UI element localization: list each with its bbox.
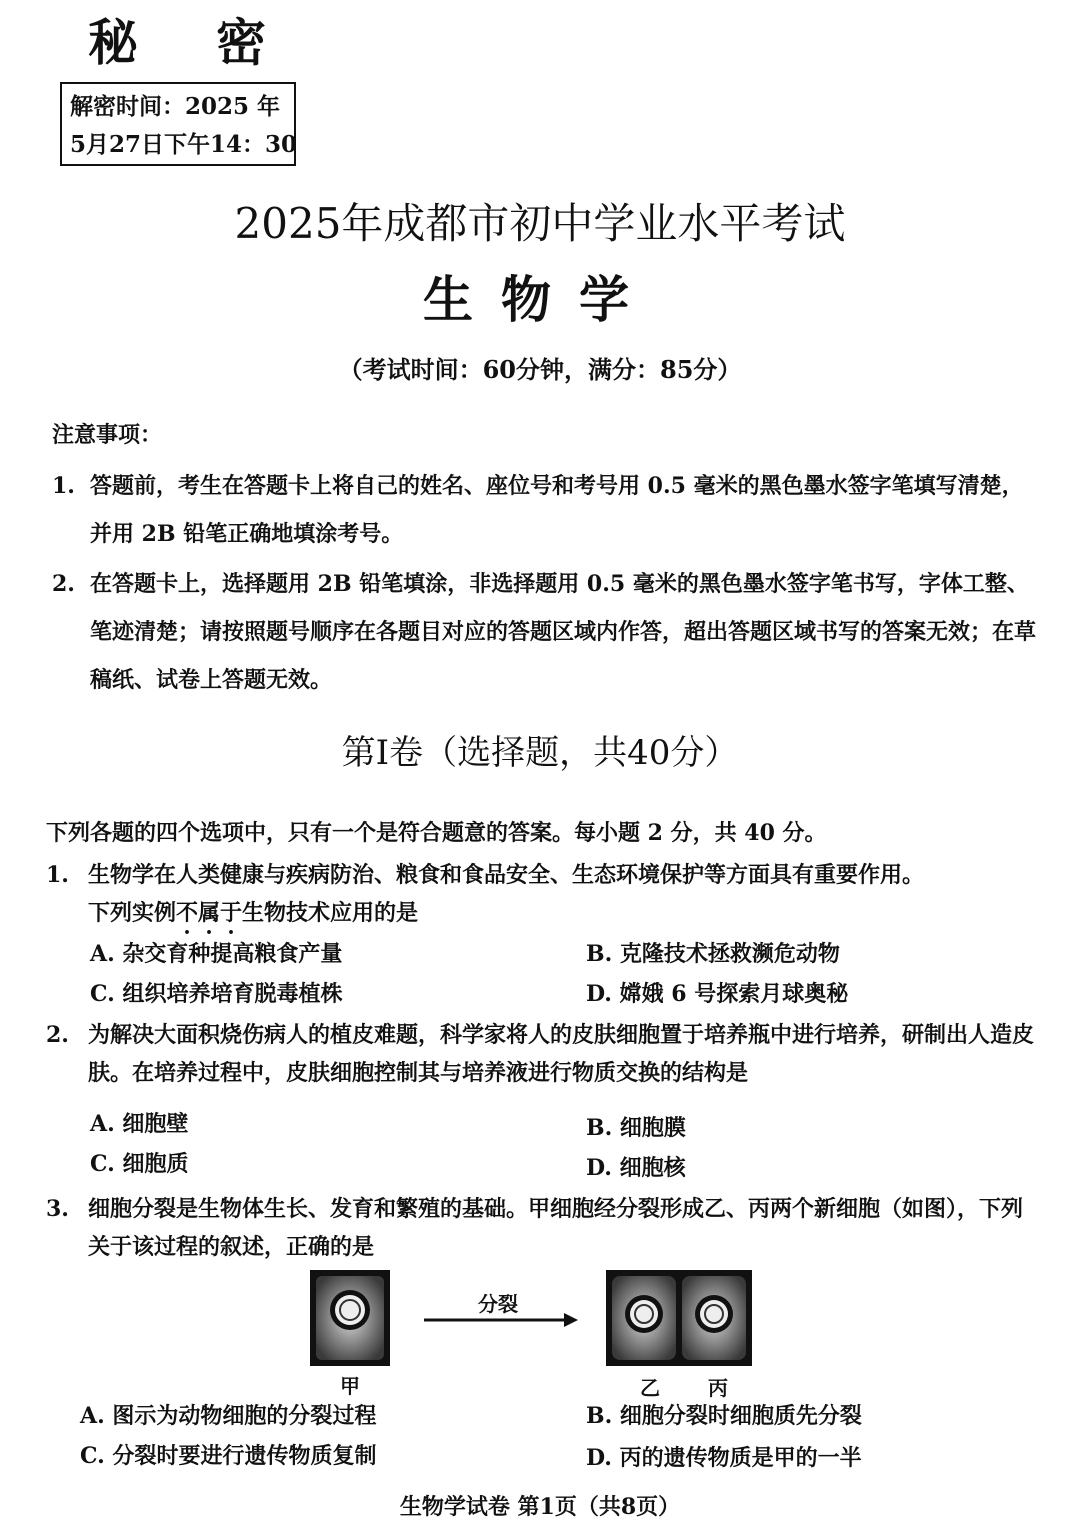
question-text-part: 下列实例 — [88, 900, 177, 926]
cells-yi-bing — [606, 1270, 752, 1366]
question-2 — [46, 1016, 1036, 1092]
q2-option-d: D. 细胞核 — [586, 1155, 686, 1181]
question-text-part: 生物技术应用的是 — [242, 900, 419, 926]
question-number: 2. — [46, 1022, 69, 1048]
declass-line-2: 5月27日下午14：30 — [70, 131, 298, 158]
notice-item-2 — [52, 560, 1042, 704]
question-3 — [46, 1190, 1036, 1266]
label-bing: 丙 — [708, 1376, 728, 1400]
page-footer: 生物学试卷 第1页（共8页） — [399, 1494, 681, 1520]
declass-line-1: 解密时间：2025 年 — [70, 93, 281, 120]
question-text: 细胞分裂是生物体生长、发育和繁殖的基础。甲细胞经分裂形成乙、丙两个新细胞（如图），下列关于该过程的叙述，正确的是 — [88, 1196, 1024, 1260]
notice-item-text: 在答题卡上，选择题用 2B 铅笔填涂，非选择题用 0.5 毫米的黑色墨水签字笔书写，字体工整、笔迹清楚；请按照题号顺序在各题目对应的答题区域内作答，超出答题区域书写的答案无效；在草稿纸、试卷上答题无效。 — [90, 571, 1037, 693]
q3-option-a: A. 图示为动物细胞的分裂过程 — [80, 1403, 377, 1429]
q2-option-c: C. 细胞质 — [90, 1151, 189, 1177]
question-number: 3. — [46, 1196, 69, 1222]
q2-option-a: A. 细胞壁 — [90, 1111, 189, 1137]
notice-item-1 — [52, 462, 1042, 558]
part1-instruction: 下列各题的四个选项中，只有一个是符合题意的答案。每小题 2 分，共 40 分。 — [46, 820, 827, 846]
q3-option-d: D. 丙的遗传物质是甲的一半 — [586, 1445, 862, 1471]
q1-option-c: C. 组织培养培育脱毒植株 — [90, 981, 343, 1007]
notice-item-number: 2. — [52, 571, 75, 597]
cell-division-figure — [300, 1264, 770, 1400]
q3-option-b: B. 细胞分裂时细胞质先分裂 — [586, 1403, 862, 1429]
label-jia: 甲 — [340, 1374, 360, 1398]
exam-title: 2025年成都市初中学业水平考试 — [234, 199, 846, 248]
q3-option-c: C. 分裂时要进行遗传物质复制 — [80, 1443, 377, 1469]
question-number: 1. — [46, 862, 69, 888]
label-yi: 乙 — [640, 1376, 660, 1400]
question-text: 为解决大面积烧伤病人的植皮难题，科学家将人的皮肤细胞置于培养瓶中进行培养，研制出人造皮肤。在培养过程中，皮肤细胞控制其与培养液进行物质交换的结构是 — [88, 1022, 1035, 1086]
question-text: 生物学在人类健康与疾病防治、粮食和食品安全、生态环境保护等方面具有重要作用。 — [88, 862, 925, 888]
emphasized-text: 不属于 — [176, 900, 243, 926]
q1-option-a: A. 杂交育种提高粮食产量 — [90, 941, 343, 967]
cell-jia — [310, 1270, 390, 1366]
q1-option-b: B. 克隆技术拯救濒危动物 — [586, 941, 840, 967]
question-1 — [46, 856, 1036, 939]
q2-option-b: B. 细胞膜 — [586, 1115, 686, 1141]
notice-heading: 注意事项： — [52, 422, 163, 448]
exam-duration: （考试时间：60分钟，满分：85分） — [338, 355, 742, 384]
question-text-line2 — [88, 894, 1036, 939]
q1-option-d: D. 嫦娥 6 号探索月球奥秘 — [586, 981, 849, 1007]
arrow-label: 分裂 — [478, 1292, 518, 1316]
subject-title: 生物学 — [423, 270, 657, 329]
part1-title: 第Ⅰ卷（选择题，共40分） — [341, 733, 739, 773]
declassification-box — [60, 82, 296, 166]
notice-item-number: 1. — [52, 473, 75, 499]
notice-item-text: 答题前，考生在答题卡上将自己的姓名、座位号和考号用 0.5 毫米的黑色墨水签字笔填写清楚，并用 2B 铅笔正确地填涂考号。 — [90, 473, 1024, 547]
secret-label: 秘密 — [88, 13, 344, 72]
